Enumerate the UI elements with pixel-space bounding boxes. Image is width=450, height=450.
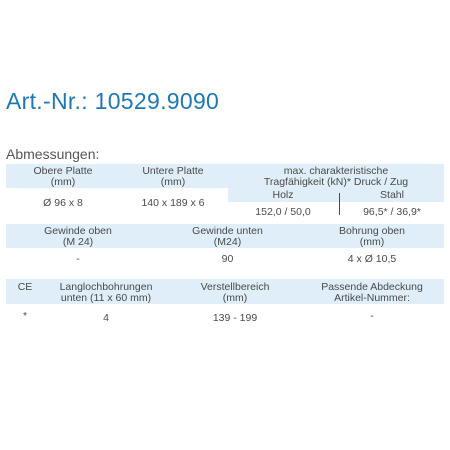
cover-value: - <box>370 310 374 322</box>
top-plate-header-line1: Obere Platte <box>33 165 93 177</box>
thread-bottom-header <box>155 226 300 248</box>
top-plate-header <box>8 166 118 188</box>
section-title: Abmessungen: <box>6 146 100 162</box>
bottom-plate-header-line1: Untere Platte <box>142 165 204 177</box>
slots-value: 4 <box>103 312 109 324</box>
ce-header <box>8 282 42 293</box>
thread-top-header-line1: Gewinde oben <box>44 225 112 237</box>
bore-top-header <box>300 226 444 248</box>
thread-top-header-line2: (M 24) <box>62 236 94 248</box>
bottom-plate-header-line2: (mm) <box>160 176 186 188</box>
article-number: Art.-Nr.: 10529.9090 <box>6 88 220 114</box>
capacity-subheader-steel: Stahl <box>380 189 404 201</box>
capacity-steel-value: 96,5* / 36,9* <box>363 206 421 218</box>
capacity-subheader-wood: Holz <box>272 189 294 201</box>
adjust-header-line1: Verstellbereich <box>200 281 270 293</box>
thread-bottom-header-line1: Gewinde unten <box>192 225 263 237</box>
adjust-value: 139 - 199 <box>212 312 258 324</box>
capacity-header-line1: max. charakteristische <box>283 165 389 177</box>
slots-header-line1: Langlochbohrungen <box>59 281 153 293</box>
bore-top-value: 4 x Ø 10,5 <box>347 253 397 265</box>
thread-top-value: - <box>76 253 80 265</box>
bottom-plate-value: 140 x 189 x 6 <box>141 197 205 209</box>
thread-bottom-value: 90 <box>221 253 234 265</box>
bore-top-header-line2: (mm) <box>359 236 385 248</box>
ce-header-line1: CE <box>17 281 33 293</box>
bottom-plate-header <box>118 166 228 188</box>
capacity-wood-value: 152,0 / 50,0 <box>255 206 311 218</box>
cover-header-line1: Passende Abdeckung <box>321 281 423 293</box>
capacity-header-line2: Tragfähigkeit (kN)* Druck / Zug <box>263 176 409 188</box>
slots-header <box>42 282 170 304</box>
top-plate-value: Ø 96 x 8 <box>43 197 83 209</box>
adjust-header <box>170 282 300 304</box>
bore-top-header-line1: Bohrung oben <box>339 225 405 237</box>
thread-top-header <box>8 226 148 248</box>
adjust-header-line2: (mm) <box>222 292 248 304</box>
cover-header <box>300 282 444 304</box>
slots-header-line2: unten (11 x 60 mm) <box>60 292 152 304</box>
capacity-header <box>228 166 444 188</box>
top-plate-header-line2: (mm) <box>50 176 76 188</box>
cover-header-line2: Artikel-Nummer: <box>334 292 410 304</box>
ce-value: * <box>22 310 28 322</box>
thread-bottom-header-line2: (M24) <box>213 236 242 248</box>
